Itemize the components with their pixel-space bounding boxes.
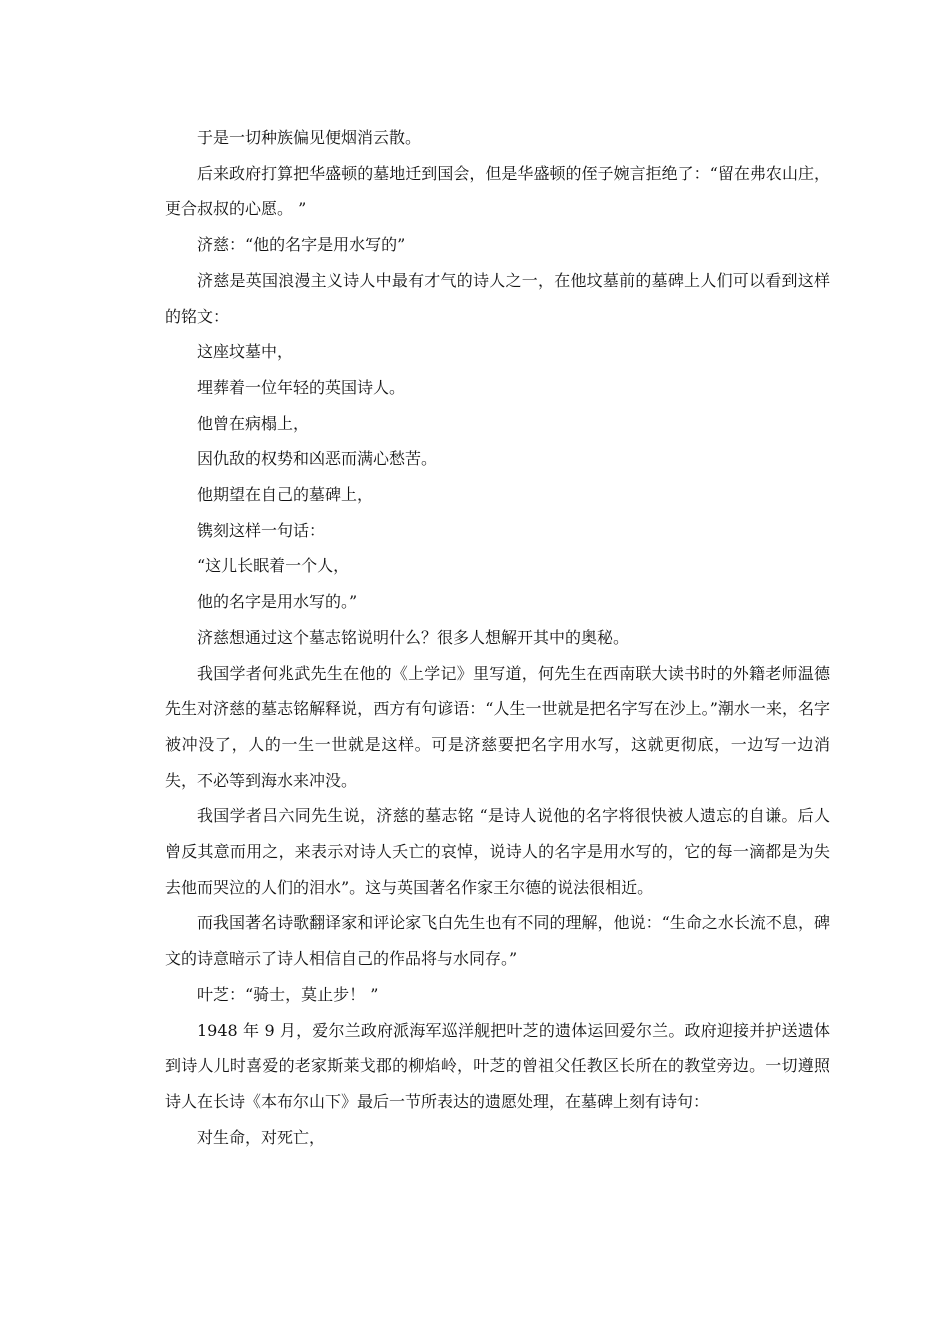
epitaph-line-8: 他的名字是用水写的。”: [197, 592, 358, 612]
paragraph-2: 后来政府打算把华盛顿的墓地迁到国会，但是华盛顿的侄子婉言拒绝了：“留在弗农山庄，更合叔叔的心愿。 ”: [165, 163, 830, 219]
paragraph-1: 于是一切种族偏见便烟消云散。: [197, 128, 422, 147]
epitaph-line-1: 这座坟墓中，: [197, 342, 294, 362]
epitaph-line-4: 因仇敌的权势和凶恶而满心愁苦。: [197, 449, 438, 469]
epitaph-line-7: “这儿长眠着一个人，: [197, 556, 350, 576]
epitaph-line-6: 镌刻这样一句话：: [197, 520, 326, 540]
paragraph-15: 我国学者吕六同先生说，济慈的墓志铭 “是诗人说他的名字将很快被人遗忘的自谦。后人曾反其意而用之，来表示对诗人夭亡的哀悼，说诗人的名字是用水写的，它的每一滴都是为失去他而哭泣的人们的泪水”。这与英国著名作家王尔德的说法很相近。: [165, 806, 830, 897]
article-body: [165, 120, 830, 1155]
epitaph-line-3: 他曾在病榻上，: [197, 413, 310, 433]
paragraph-19: 对生命，对死亡，: [197, 1127, 326, 1147]
paragraph-14: 我国学者何兆武先生在他的《上学记》里写道，何先生在西南联大读书时的外籍老师温德先生对济慈的墓志铭解释说，西方有句谚语：“人生一世就是把名字写在沙上。”潮水一来，名字被冲没了，人的一生一世就是这样。可是济慈要把名字用水写，这就更彻底，一边写一边消失，不必等到海水来冲没。: [165, 663, 830, 790]
section-heading-yeats: 叶芝：“骑士，莫止步！ ”: [197, 984, 379, 1004]
paragraph-18: 1948 年 9 月，爱尔兰政府派海军巡洋舰把叶芝的遗体运回爱尔兰。政府迎接并护送遗体到诗人儿时喜爱的老家斯莱戈郡的柳焰岭，叶芝的曾祖父任教区长所在的教堂旁边。一切遵照诗人在长诗《本布尔山下》最后一节所表达的遗愿处理，在墓碑上刻有诗句：: [165, 1020, 830, 1111]
section-heading-keats: 济慈：“他的名字是用水写的”: [197, 235, 406, 255]
epitaph-line-5: 他期望在自己的墓碑上，: [197, 485, 374, 505]
paragraph-16: 而我国著名诗歌翻译家和评论家飞白先生也有不同的理解，他说：“生命之水长流不息，碑文的诗意暗示了诗人相信自己的作品将与水同存。”: [165, 913, 830, 969]
paragraph-4: 济慈是英国浪漫主义诗人中最有才气的诗人之一，在他坟墓前的墓碑上人们可以看到这样的铭文：: [165, 270, 830, 326]
epitaph-line-2: 埋葬着一位年轻的英国诗人。: [197, 377, 406, 397]
paragraph-13: 济慈想通过这个墓志铭说明什么？很多人想解开其中的奥秘。: [197, 627, 630, 647]
